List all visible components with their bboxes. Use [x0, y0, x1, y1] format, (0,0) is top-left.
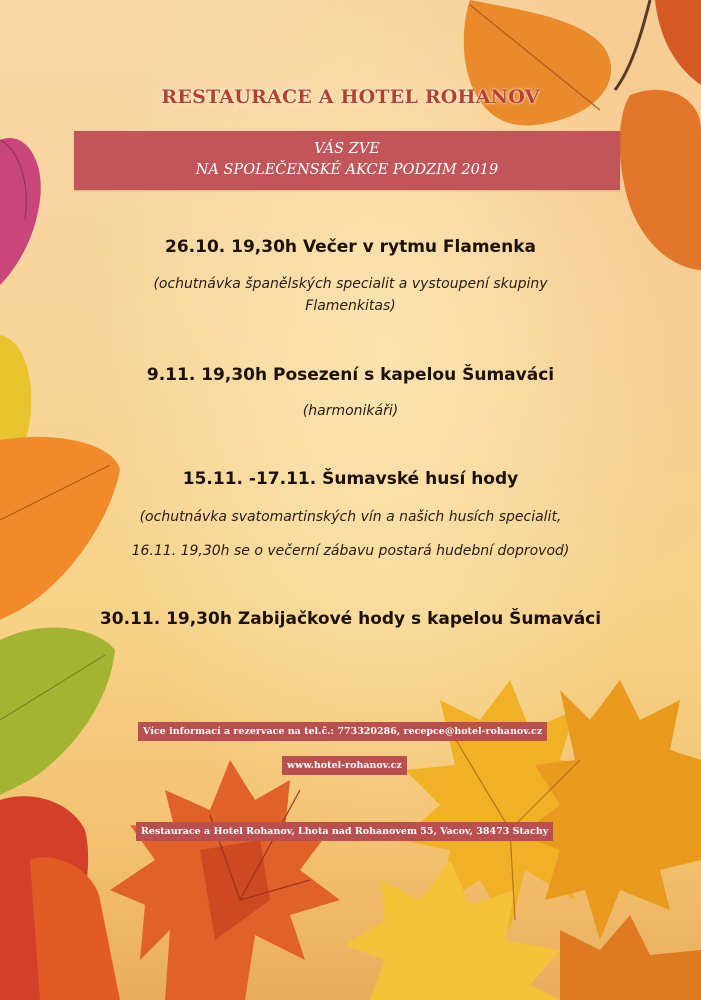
- event-title: 15.11. -17.11. Šumavské husí hody: [182, 469, 519, 489]
- contact-info: Více informací a rezervace na tel.č.: 773320286, recepce@hotel-rohanov.cz: [138, 722, 547, 741]
- invitation-line-1: VÁS ZVE: [314, 141, 380, 157]
- twig: [615, 0, 650, 90]
- leaf-left-orange: [0, 437, 120, 620]
- leaf-left-green: [0, 628, 115, 795]
- event-title: 9.11. 19,30h Posezení s kapelou Šumaváci: [146, 365, 555, 385]
- maple-leaf-orange-4: [560, 915, 701, 1000]
- event-title: 26.10. 19,30h Večer v rytmu Flamenka: [165, 237, 536, 257]
- event-note: (ochutnávka španělských specialit a vystoupení skupiny: [153, 276, 548, 292]
- invitation-banner: [74, 131, 620, 190]
- leaf-left-purple: [0, 138, 41, 285]
- leaf-left-red-2: [30, 857, 120, 1000]
- hotel-title: RESTAURACE A HOTEL ROHANOV: [161, 86, 540, 108]
- event-note: 16.11. 19,30h se o večerní zábavu postará hudební doprovod): [131, 543, 570, 559]
- event-title: 30.11. 19,30h Zabijačkové hody s kapelou Šumaváci: [99, 609, 602, 629]
- event-note: Flamenkitas): [305, 298, 396, 314]
- website-link[interactable]: www.hotel-rohanov.cz: [282, 756, 407, 775]
- invitation-line-2: NA SPOLEČENSKÉ AKCE PODZIM 2019: [195, 162, 499, 178]
- leaf-top-right-3: [655, 0, 701, 85]
- event-note: (ochutnávka svatomartinských vín a našich husích specialit,: [139, 509, 562, 525]
- event-note: (harmonikáři): [302, 403, 399, 419]
- maple-leaf-yellow-3: [345, 860, 560, 1000]
- address-info: Restaurace a Hotel Rohanov, Lhota nad Rohanovem 55, Vacov, 38473 Stachy: [136, 822, 553, 841]
